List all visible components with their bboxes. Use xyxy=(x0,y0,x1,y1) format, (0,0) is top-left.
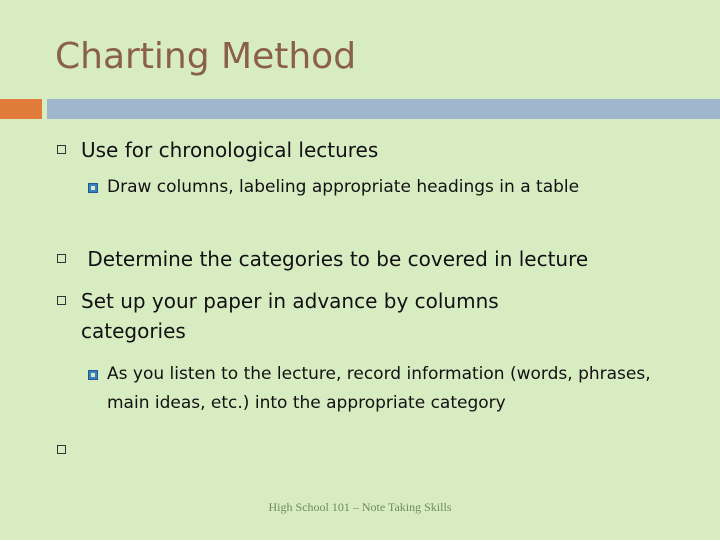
hollow-square-icon xyxy=(57,445,66,454)
slide-footer: High School 101 – Note Taking Skills xyxy=(268,500,452,514)
hollow-square-icon xyxy=(57,254,66,263)
list-item xyxy=(81,286,581,346)
bullet-text: Use for chronological lectures xyxy=(81,138,379,162)
list-item xyxy=(107,360,682,418)
bullet-text: Determine the categories to be covered in lecture xyxy=(81,247,589,271)
title-accent-bar-orange xyxy=(0,99,42,119)
hollow-square-icon xyxy=(57,145,66,154)
blue-square-bullet-icon xyxy=(88,370,98,380)
title-accent-bar-blue xyxy=(47,99,720,119)
list-item xyxy=(107,173,672,202)
bullet-text: As you listen to the lecture, record information (words, phrases, main ideas, etc.) into the appropriate category xyxy=(107,364,651,413)
bullet-text: Set up your paper in advance by columns categories xyxy=(81,289,499,343)
hollow-square-icon xyxy=(57,296,66,305)
list-item xyxy=(81,135,671,165)
bullet-text: Draw columns, labeling appropriate headings in a table xyxy=(107,177,580,197)
list-item xyxy=(81,244,671,274)
blue-square-bullet-icon xyxy=(88,183,98,193)
slide-title: Charting Method xyxy=(55,36,357,77)
